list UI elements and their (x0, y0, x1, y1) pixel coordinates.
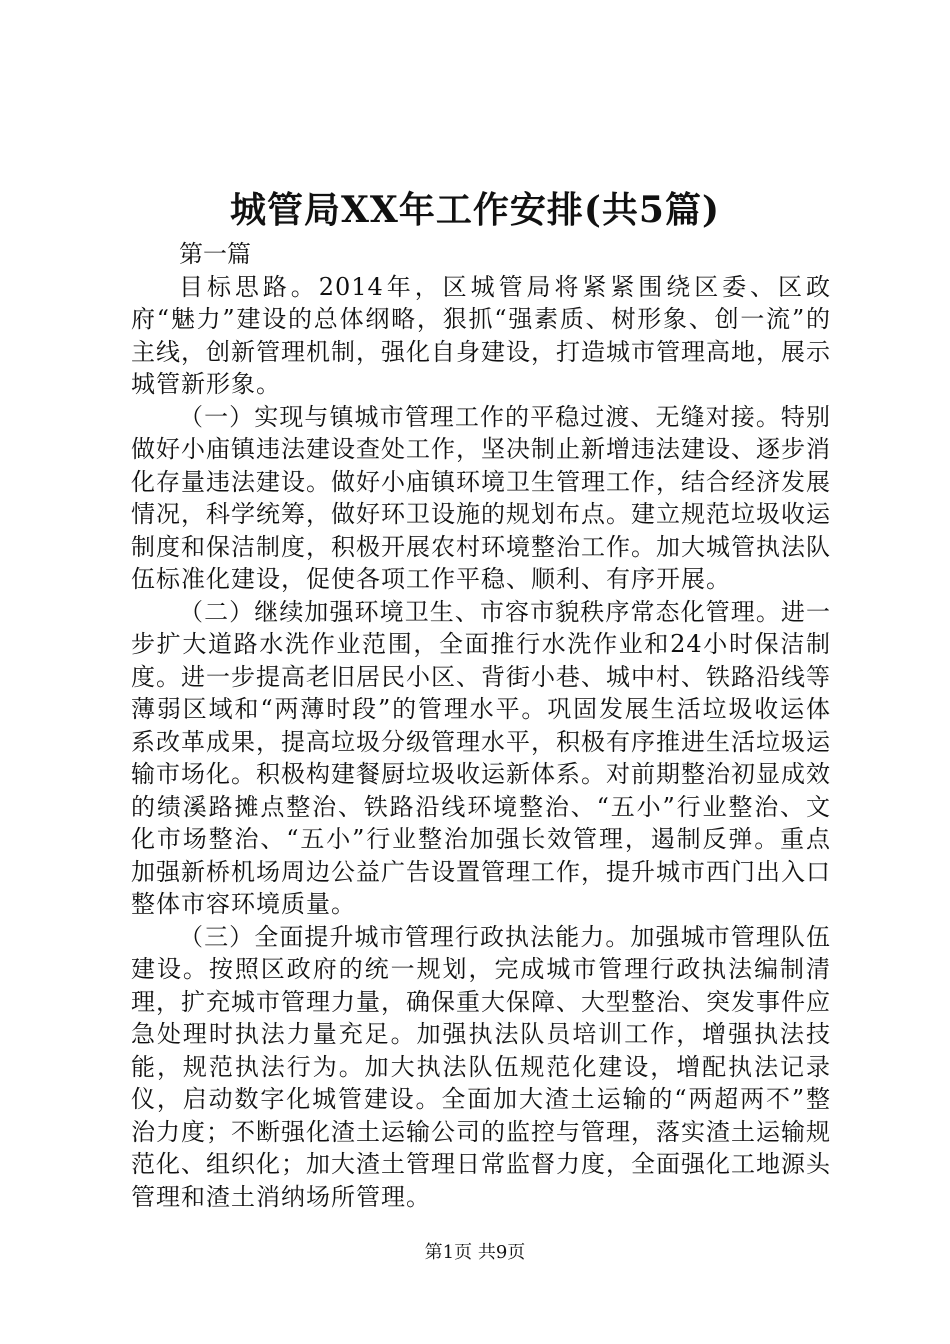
document-body (131, 238, 831, 1213)
section-heading: 第一篇 (179, 240, 251, 268)
paragraph-item-1: （一）实现与镇城市管理工作的平稳过渡、无缝对接。特别做好小庙镇违法建设查处工作，坚决制止新增违法建设、逐步消化存量违法建设。做好小庙镇环境卫生管理工作，结合经济发展情况，科学统筹，做好环卫设施的规划布点。建立规范垃圾收运制度和保洁制度，积极开展农村环境整治工作。加大城管执法队伍标准化建设，促使各项工作平稳、顺利、有序开展。 (131, 402, 831, 593)
paragraph-goals: 目标思路。2014年，区城管局将紧紧围绕区委、区政府“魅力”建设的总体纲略，狠抓“强素质、树形象、创一流”的主线，创新管理机制，强化自身建设，打造城市管理高地，展示城管新形象。 (131, 272, 831, 398)
paragraph-item-3: （三）全面提升城市管理行政执法能力。加强城市管理队伍建设。按照区政府的统一规划，完成城市管理行政执法编制清理，扩充城市管理力量，确保重大保障、大型整治、突发事件应急处理时执法力量充足。加强执法队员培训工作，增强执法技能，规范执法行为。加大执法队伍规范化建设，增配执法记录仪，启动数字化城管建设。全面加大渣土运输的“两超两不”整治力度；不断强化渣土运输公司的监控与管理，落实渣土运输规范化、组织化；加大渣土管理日常监督力度，全面强化工地源头管理和渣土消纳场所管理。 (131, 922, 831, 1211)
document-title: 城管局XX年工作安排(共5篇) (230, 189, 720, 231)
paragraph-item-2: （二）继续加强环境卫生、市容市貌秩序常态化管理。进一步扩大道路水洗作业范围，全面推行水洗作业和24小时保洁制度。进一步提高老旧居民小区、背街小巷、城中村、铁路沿线等薄弱区域和“两薄时段”的管理水平。巩固发展生活垃圾收运体系改革成果，提高垃圾分级管理水平，积极有序推进生活垃圾运输市场化。积极构建餐厨垃圾收运新体系。对前期整治初显成效的绩溪路摊点整治、铁路沿线环境整治、“五小”行业整治、文化市场整治、“五小”行业整治加强长效管理，遏制反弹。重点加强新桥机场周边公益广告设置管理工作，提升城市西门出入口整体市容环境质量。 (131, 597, 831, 918)
page-footer: 第1页 共9页 (424, 1242, 526, 1263)
